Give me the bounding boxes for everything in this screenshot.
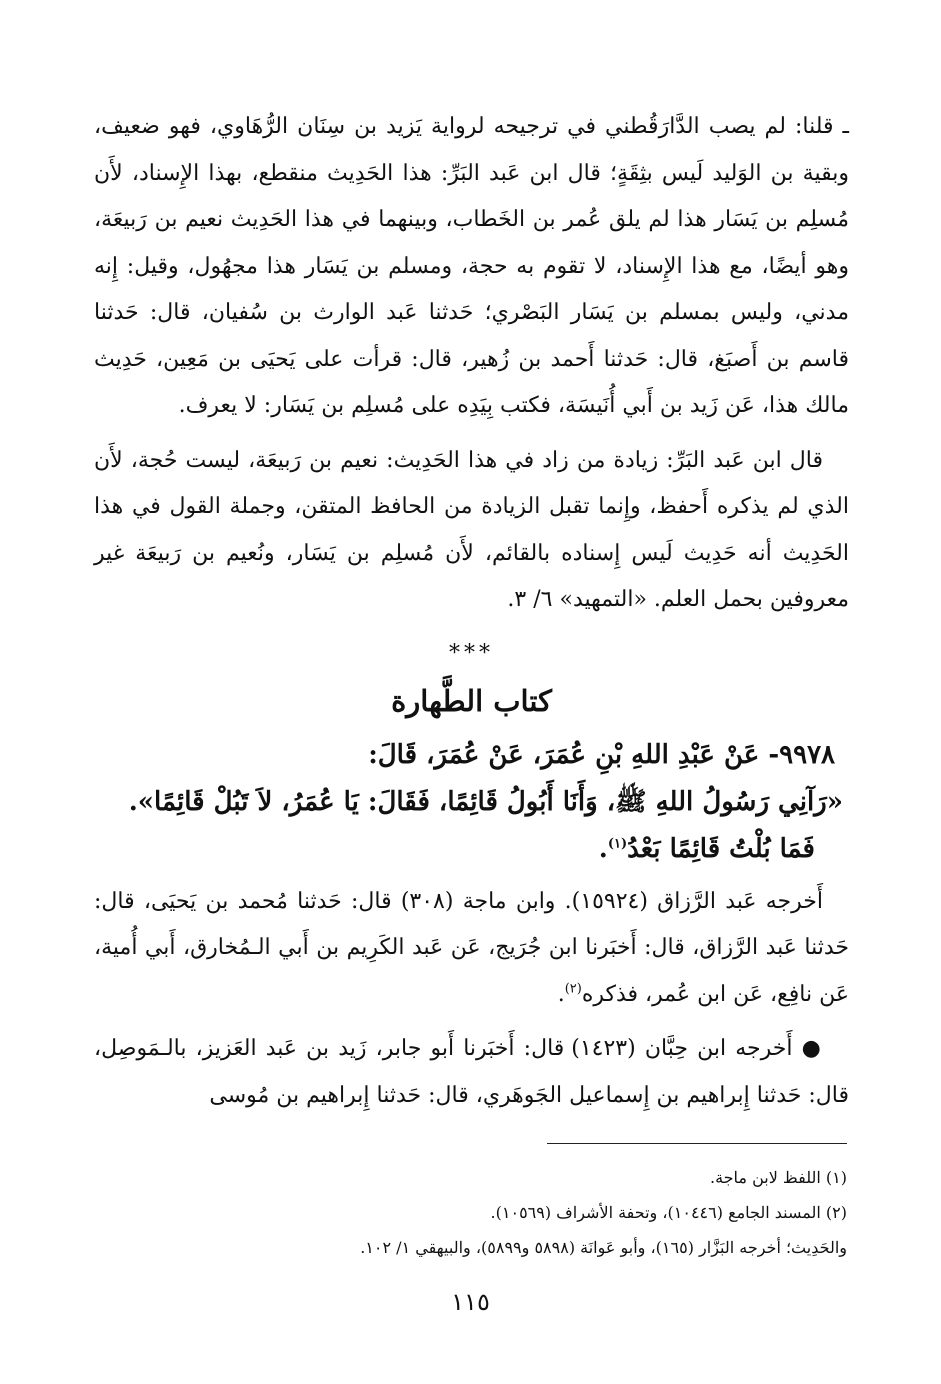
footnote-ref-2[interactable]: (٢) bbox=[564, 981, 582, 997]
takhrij-paragraph-1: أَخرجه عَبد الرَّزاق (١٥٩٢٤). وابن ماجة (٣٠٨) قال: حَدثنا مُحمد بن يَحيَى، قال: حَدثنا عَبد الرَّزاق، قال: أَخبَرنا ابن جُرَيج، عَن عَبد الكَرِيم بن أَبي الـمُخارق، أَبي أُمية، عَن نافِع، عَن ابن عُمر، فذكره$^{(٢)}$. bbox=[94, 888, 849, 1007]
footnote-2-continuation: والحَدِيث؛ أخرجه البَزَّار (١٦٥)، وأبو عَوانَة (٥٨٩٨ و٥٨٩٩)، والبيهقي ١/ ١٠٢. bbox=[360, 1238, 847, 1257]
page-number: ١١٥ bbox=[451, 1288, 490, 1316]
chapter-title: كتاب الطَّهارة bbox=[391, 683, 552, 718]
takhrij-2-text: أَخرجه ابن حِبَّان (١٤٢٣) قال: أَخبَرنا أَبو جابر، زَيد بن عَبد العَزيز، بالـمَوصِل، قال: حَدثنا إِبراهيم بن إِسماعيل الجَوهَري، قال: حَدثنا إِبراهيم بن مُوسى bbox=[94, 1036, 849, 1108]
section-separator: *** bbox=[449, 640, 494, 666]
takhrij-paragraph-2 bbox=[94, 1026, 849, 1119]
bullet-icon: ● bbox=[801, 1036, 823, 1061]
hadith-heading: ٩٩٧٨- عَنْ عَبْدِ اللهِ بْنِ عُمَرَ، عَنْ عُمَرَ، قَالَ: bbox=[368, 739, 835, 770]
takhrij-1-text: أَخرجه عَبد الرَّزاق (١٥٩٢٤). وابن ماجة (٣٠٨) قال: حَدثنا مُحمد بن يَحيَى، قال: حَدثنا عَبد الرَّزاق، قال: أَخبَرنا ابن جُرَيج، عَن عَبد الكَرِيم بن أَبي الـمُخارق، أَبي أُمية، عَن نافِع، عَن ابن عُمر، فذكره bbox=[94, 888, 849, 1007]
footnotes bbox=[94, 1160, 847, 1265]
main-text bbox=[94, 104, 849, 1119]
hadith-ending: فَمَا بُلْتُ قَائِمًا بَعْدُ$^{(١)}$. bbox=[598, 833, 815, 864]
hadith-text: «رَآنِي رَسُولُ اللهِ ﷺ، وَأَنَا أَبُولُ قَائِمًا، فَقَالَ: يَا عُمَرُ، لاَ تَبُلْ قَائِمًا». bbox=[128, 786, 843, 817]
commentary-paragraph-2: قال ابن عَبد البَرِّ: زيادة من زاد في هذا الحَدِيث: نعيم بن رَبيعَة، ليست حُجة، لأَن الذي لم يذكره أَحفظ، وإِنما تقبل الزيادة من الحافظ المتقن، وجملة القول في هذا الحَدِيث أنه حَدِيث لَيس إِسناده بالقائم، لأَن مُسلِم بن يَسَار، ونُعيم بن رَبيعَة غير معروفين بحمل العلم. «التمهيد» ٦/ ٣. bbox=[94, 447, 849, 612]
footnote-divider bbox=[547, 1143, 847, 1144]
hadith-ending-text: فَمَا بُلْتُ قَائِمًا بَعْدُ bbox=[627, 833, 815, 864]
footnote-1: (١) اللفظ لابن ماجة. bbox=[710, 1168, 847, 1187]
footnote-2: (٢) المسند الجامع (١٠٤٤٦)، وتحفة الأشراف (١٠٥٦٩). bbox=[490, 1203, 847, 1222]
commentary-paragraph-1: ـ قلنا: لم يصب الدَّارَقُطني في ترجيحه لرواية يَزيد بن سِنَان الرُّهَاوي، فهو ضعيف، وبقية بن الوَليد لَيس بثِقَةٍ؛ قال ابن عَبد البَرِّ: هذا الحَدِيث منقطع، بهذا الإِسناد، لأَن مُسلِم بن يَسَار هذا لم يلق عُمر بن الخَطاب، وبينهما في هذا الحَدِيث نعيم بن رَبيعَة، وهو أيضًا، مع هذا الإِسناد، لا تقوم به حجة، ومسلم بن يَسَار هذا مجهُول، وقيل: إِنه مدني، وليس بمسلم بن يَسَار البَصْري؛ حَدثنا عَبد الوارث بن سُفيان، قال: حَدثنا قاسم بن أَصبَغ، قال: حَدثنا أَحمد بن زُهير، قال: قرأت على يَحيَى بن مَعِين، حَدِيث مالك هذا، عَن زَيد بن أَبي أُنَيسَة، فكتب بِيَدِه على مُسلِم بن يَسَار: لا يعرف. bbox=[94, 114, 849, 418]
footnote-ref-1[interactable]: (١) bbox=[607, 835, 628, 851]
